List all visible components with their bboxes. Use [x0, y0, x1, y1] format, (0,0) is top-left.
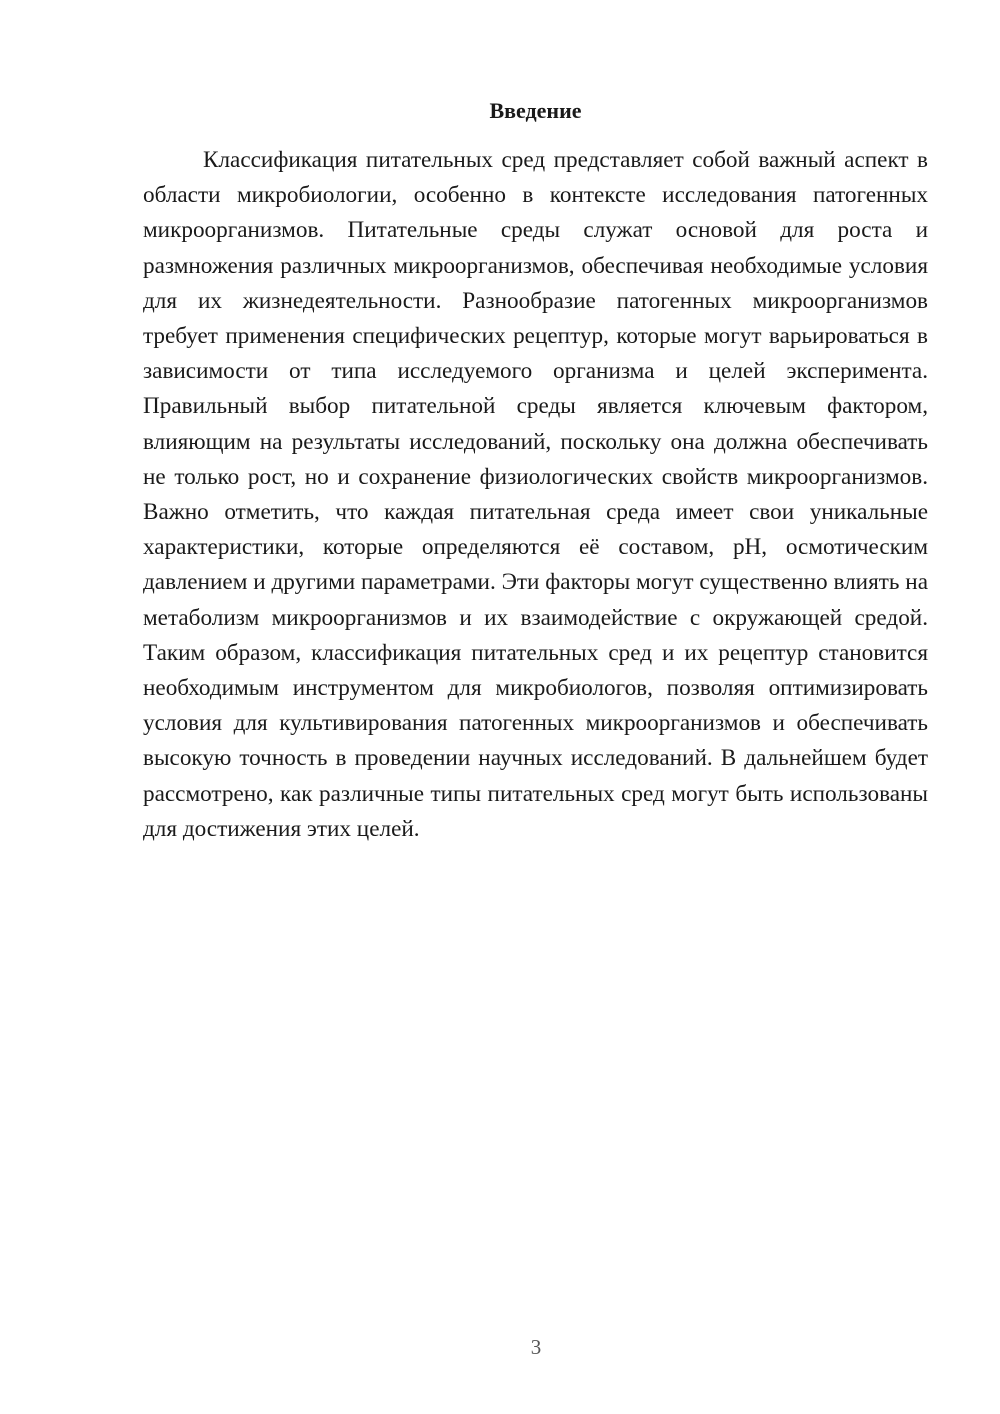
section-heading: Введение: [489, 98, 582, 123]
body-paragraph: Классификация питательных сред представляет собой важный аспект в области микробиологии, особенно в контексте исследования патогенных микроорганизмов. Питательные среды служат основой для роста и размножения различных микроорганизмов, обеспечивая необходимые условия для их жизнедеятельности. Разнообразие патогенных микроорганизмов требует применения специфических рецептур, которые могут варьироваться в зависимости от типа исследуемого организма и целей эксперимента. Правильный выбор питательной среды является ключевым фактором, влияющим на результаты исследований, поскольку она должна обеспечивать не только рост, но и сохранение физиологических свойств микроорганизмов. Важно отметить, что каждая питательная среда имеет свои уникальные характеристики, которые определяются её составом, pH, осмотическим давлением и другими параметрами. Эти факторы могут существенно влиять на метаболизм микроорганизмов и их взаимодействие с окружающей средой. Таким образом, классификация питательных сред и их рецептур становится необходимым инструментом для микробиологов, позволяя оптимизировать условия для культивирования патогенных микроорганизмов и обеспечивать высокую точность в проведении научных исследований. В дальнейшем будет рассмотрено, как различные типы питательных сред могут быть использованы для достижения этих целей.: [143, 147, 928, 842]
page-number: 3: [530, 1335, 542, 1359]
